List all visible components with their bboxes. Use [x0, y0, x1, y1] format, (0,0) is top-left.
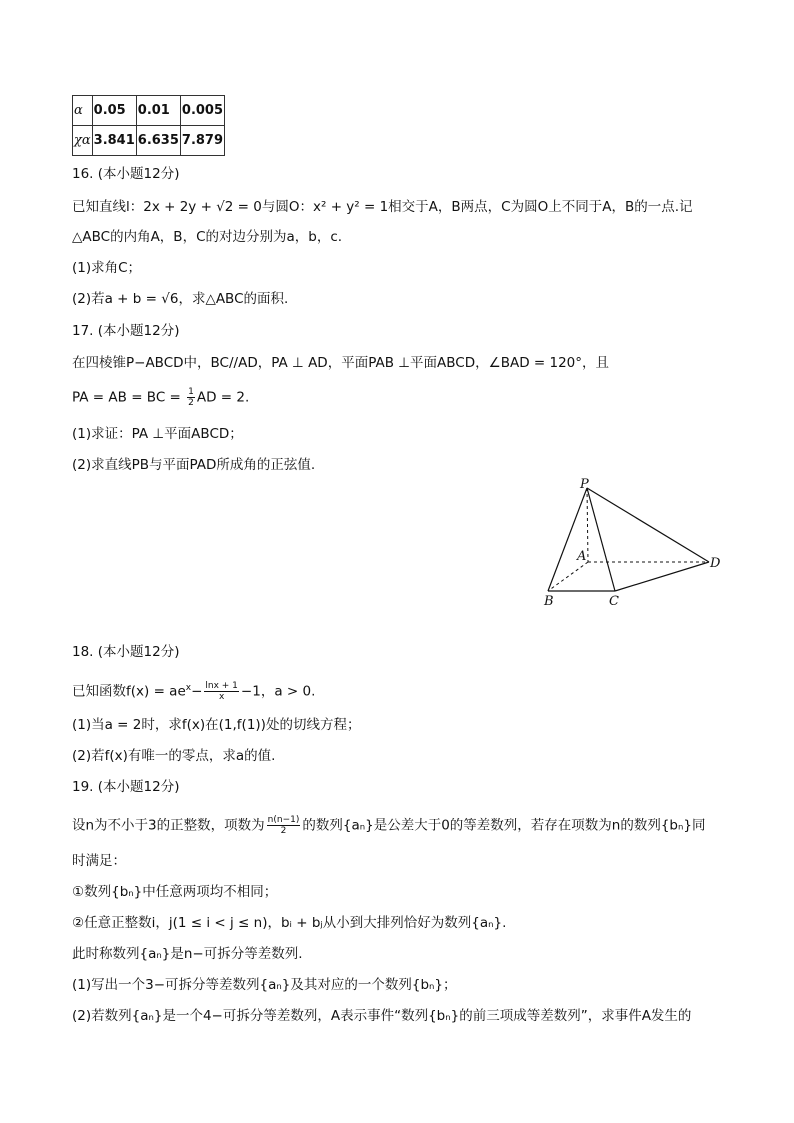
q18-function-right: −1，a > 0.	[240, 683, 316, 700]
q18-part2: (2)若f(x)有唯一的零点，求a的值.	[72, 748, 276, 764]
table-cell: 7.879	[180, 126, 224, 156]
edge-CD	[615, 562, 709, 591]
q19-heading: 19. (本小题12分)	[72, 779, 180, 795]
q16-stem-line2: △ABC的内角A，B，C的对边分别为a，b，c.	[72, 229, 343, 245]
q17-stem-line2	[72, 387, 249, 408]
table-cell: χα	[73, 126, 93, 156]
q16-heading: 16. (本小题12分)	[72, 166, 180, 182]
fraction	[267, 815, 301, 836]
q17-equation-right: AD = 2.	[196, 389, 250, 406]
q16-part1: (1)求角C；	[72, 260, 142, 276]
table-cell: α	[73, 96, 93, 126]
q18-stem: 已知函数$f(x) = ae^x-$ $\frac{\ln x + 1}{x}$ −1，a > 0.	[72, 681, 316, 702]
table-row	[73, 96, 225, 126]
q19-condition1: ①数列{bₙ}中任意两项均不相同；	[72, 884, 278, 900]
q17-stem-line1: 在四棱锥P−ABCD中，BC//AD，PA ⊥ AD，平面PAB ⊥平面ABCD，∠BAD = 120°，且	[72, 355, 610, 371]
fraction-denominator: 2	[280, 826, 287, 836]
q19-stem-line2: 时满足：	[72, 853, 126, 869]
q19-part2: (2)若数列{aₙ}是一个4−可拆分等差数列，A表示事件“数列{bₙ}的前三项成等差数列”，求事件A发生的	[72, 1008, 692, 1024]
table-cell: 0.01	[136, 96, 180, 126]
q19-stem-right: 的数列{aₙ}是公差大于0的等差数列，若存在项数为n的数列{bₙ}同	[302, 817, 706, 834]
edge-PD	[587, 488, 709, 562]
fraction-numerator: 1	[188, 387, 194, 397]
q18-heading: 18. (本小题12分)	[72, 644, 180, 660]
q16-stem-line1: 已知直线l：2x + 2y + √2 = 0与圆O：x² + y² = 1相交于A，B两点，C为圆O上不同于A，B的一点.记	[72, 199, 693, 215]
table-cell: 3.841	[92, 126, 136, 156]
q17-equation-left: PA = AB = BC =	[72, 389, 186, 406]
q17-heading: 17. (本小题12分)	[72, 323, 180, 339]
q16-part2: (2)若a + b = √6，求△ABC的面积.	[72, 291, 289, 307]
q17-part1: (1)求证：PA ⊥平面ABCD；	[72, 426, 243, 442]
vertex-label-P: P	[580, 478, 589, 492]
edge-PA-hidden	[587, 488, 588, 562]
q17-part2: (2)求直线PB与平面PAD所成角的正弦值.	[72, 457, 316, 473]
edge-PB	[548, 488, 587, 591]
table-cell: 6.635	[136, 126, 180, 156]
q19-stem-line1	[72, 815, 705, 836]
vertex-label-A: A	[577, 549, 587, 564]
q19-stem-left: 设n为不小于3的正整数，项数为	[72, 817, 265, 834]
vertex-label-D: D	[710, 556, 721, 571]
fraction-denominator: x	[218, 692, 225, 702]
fraction-denominator: 2	[188, 398, 194, 408]
fraction-numerator: n(n−1)	[267, 815, 300, 825]
q18-part1: (1)当a = 2时，求f(x)在(1,f(1))处的切线方程；	[72, 717, 361, 733]
vertex-label-B: B	[544, 594, 554, 609]
edge-PC	[587, 488, 615, 591]
q18-function-left: 已知函数f(x) = ae	[72, 683, 186, 700]
table-cell: 0.005	[180, 96, 224, 126]
exponent: x	[185, 683, 192, 693]
q19-condition2: ②任意正整数i，j(1 ≤ i < j ≤ n)，bᵢ + bⱼ从小到大排列恰好为数列{aₙ}.	[72, 915, 507, 931]
critical-value-table	[72, 95, 225, 156]
table-row	[73, 126, 225, 156]
vertex-label-C: C	[609, 594, 619, 609]
fraction	[187, 387, 195, 408]
pyramid-figure	[535, 478, 735, 613]
table-cell: 0.05	[92, 96, 136, 126]
fraction-numerator: lnx + 1	[205, 681, 238, 691]
q19-part1: (1)写出一个3−可拆分等差数列{aₙ}及其对应的一个数列{bₙ}；	[72, 977, 457, 993]
fraction	[204, 681, 239, 702]
q19-definition: 此时称数列{aₙ}是n−可拆分等差数列.	[72, 946, 303, 962]
